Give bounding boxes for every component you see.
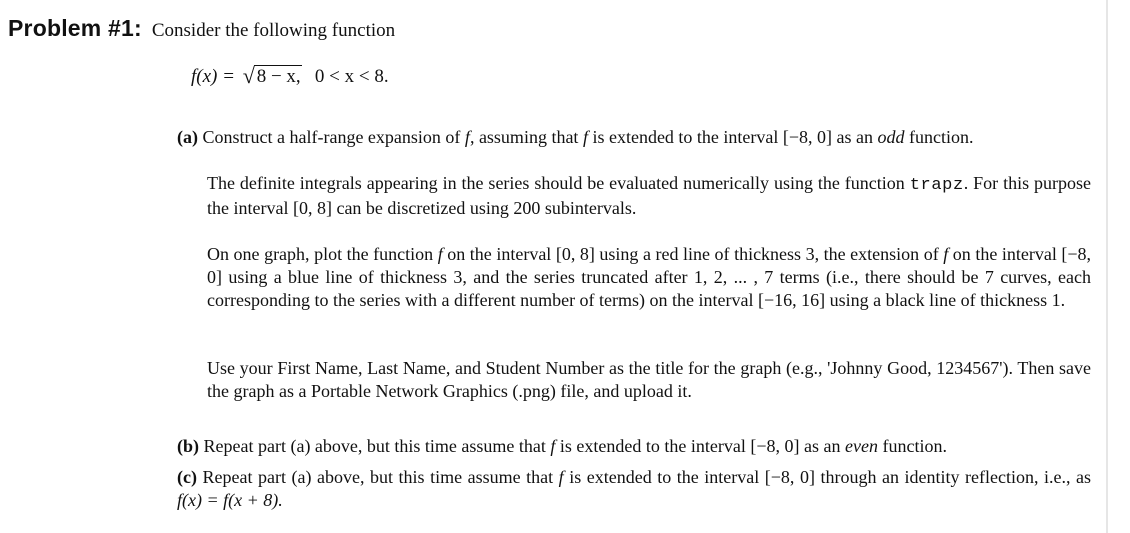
part-b-f-1: f bbox=[550, 436, 556, 456]
part-a-text-2: , assuming that bbox=[469, 127, 579, 147]
problem-intro: Consider the following function bbox=[151, 20, 396, 41]
paragraph-plot bbox=[207, 243, 1091, 312]
part-a-text-4: function. bbox=[909, 127, 974, 147]
para-2-text-2: on the interval [0, 8] using a red line of thickness 3, the extension of bbox=[447, 244, 939, 264]
problem-label: Problem #1: bbox=[8, 15, 142, 41]
para-1-text-2: . For this purpose the interval [0, 8] can be discretized using 200 subintervals. bbox=[207, 173, 1092, 218]
formula-lhs: f(x) = bbox=[191, 66, 235, 87]
para-3-text: Use your First Name, Last Name, and Student Number as the title for the graph (e.g., 'Johnny Good, 1234567'). Then save the graph as a Portable Network Graphics (.png) file, and upload it. bbox=[207, 358, 1091, 401]
part-b-text-2: is extended to the interval [−8, 0] as an bbox=[559, 436, 841, 456]
part-c-f-1: f bbox=[558, 467, 564, 487]
problem-header bbox=[8, 15, 395, 42]
part-a-f-2: f bbox=[582, 127, 588, 147]
part-c-label: (c) bbox=[177, 467, 197, 487]
part-a-emph: odd bbox=[877, 127, 905, 147]
part-b-text-3: function. bbox=[882, 436, 947, 456]
part-b-emph: even bbox=[845, 436, 878, 456]
para-1-text-1: The definite integrals appearing in the series should be evaluated numerically using the function bbox=[207, 173, 905, 193]
formula-radicand: 8 − x, bbox=[256, 66, 301, 87]
para-2-text-1: On one graph, plot the function bbox=[207, 244, 434, 264]
paragraph-trapz bbox=[207, 172, 1091, 220]
para-2-f-1: f bbox=[437, 244, 443, 264]
para-1-code: trapz bbox=[909, 176, 964, 195]
part-c bbox=[177, 466, 1091, 512]
part-c-eq: f(x) = f(x + 8). bbox=[177, 490, 283, 510]
radical-sign-icon: √ bbox=[242, 63, 255, 88]
function-formula bbox=[191, 63, 389, 88]
page-right-border bbox=[1106, 0, 1108, 533]
paragraph-title bbox=[207, 357, 1091, 403]
para-2-f-2: f bbox=[943, 244, 949, 264]
part-b-label: (b) bbox=[177, 436, 199, 456]
part-a-text-3: is extended to the interval [−8, 0] as an bbox=[592, 127, 874, 147]
formula-domain: 0 < x < 8. bbox=[314, 66, 389, 87]
part-b bbox=[177, 435, 947, 458]
part-a-text-1: Construct a half-range expansion of bbox=[202, 127, 461, 147]
part-a-label: (a) bbox=[177, 127, 198, 147]
part-c-text-2: is extended to the interval [−8, 0] through an identity reflection, i.e., as bbox=[569, 467, 1092, 487]
part-a-f-1: f bbox=[464, 127, 470, 147]
para-2-text-3: on the interval [−8, 0] using a blue line of thickness 3, and the series truncated after 1, 2, ... , 7 terms (i.e., there should be 7 curves, each corresponding to the series with a different number of terms) on the interval [−16, 16] using a black line of thickness 1. bbox=[207, 244, 1092, 310]
part-a bbox=[177, 126, 1097, 149]
part-c-text-1: Repeat part (a) above, but this time assume that bbox=[202, 467, 554, 487]
square-root bbox=[242, 63, 301, 88]
part-b-text-1: Repeat part (a) above, but this time assume that bbox=[203, 436, 546, 456]
